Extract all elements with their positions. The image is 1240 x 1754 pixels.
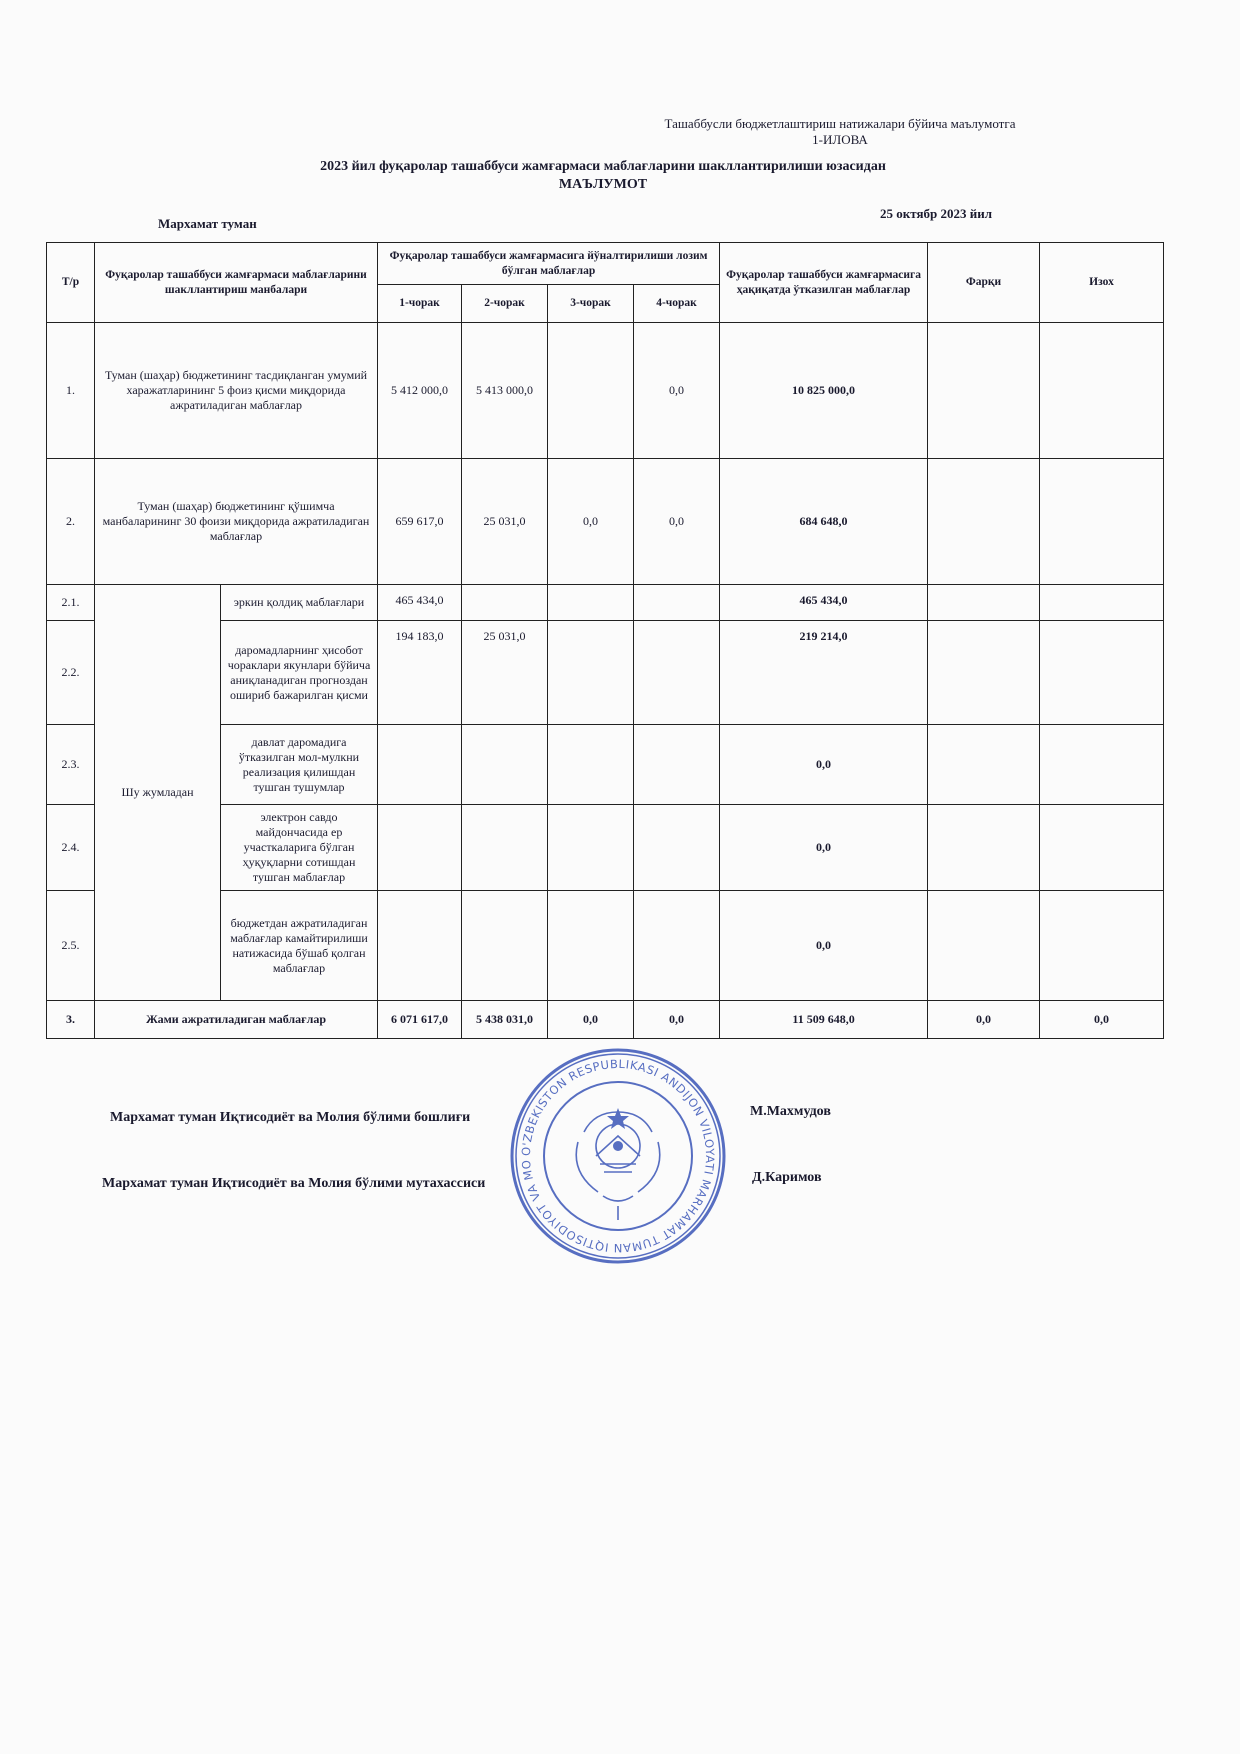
row-diff: [928, 725, 1040, 805]
row-q2: 25 031,0: [462, 621, 548, 725]
row-actual: 219 214,0: [720, 621, 928, 725]
title-line-1: 2023 йил фуқаролар ташаббуси жамғармаси маблағларини шакллантирилиши юзасидан: [320, 159, 886, 174]
document-date: 25 октябр 2023 йил: [880, 206, 992, 221]
row-q1: 194 183,0: [378, 621, 462, 725]
row-source: бюджетдан ажратиладиган маблағлар камайтирилиши натижасида бўшаб қолган маблағлар: [221, 891, 378, 1001]
row-source: давлат даромадига ўтказилган мол-мулкни реализация қилишдан тушган тушумлар: [221, 725, 378, 805]
col-header-num: Т/р: [47, 243, 95, 323]
row-q4: [634, 891, 720, 1001]
row-q3: [548, 805, 634, 891]
col-header-planned: Фуқаролар ташаббуси жамғармасига йўналтирилиши лозим бўлган маблағлар: [378, 243, 720, 285]
row-note: [1040, 459, 1164, 585]
row-actual: 10 825 000,0: [720, 323, 928, 459]
row-num: 2.4.: [47, 805, 95, 891]
appendix-reference: Ташаббусли бюджетлаштириш натижалари бўйича маълумотга: [664, 116, 1016, 131]
row-actual: 0,0: [720, 725, 928, 805]
row-source: Туман (шаҳар) бюджетининг тасдиқланган умумий харажатларининг 5 фоиз қисми миқдорида ажратиладиган маблағлар: [95, 323, 378, 459]
table-row: [47, 585, 1164, 621]
row-actual: 684 648,0: [720, 459, 928, 585]
row-q3: [548, 585, 634, 621]
row-q2: 25 031,0: [462, 459, 548, 585]
row-note: [1040, 805, 1164, 891]
row-q2: 5 413 000,0: [462, 323, 548, 459]
row-q4: [634, 621, 720, 725]
signatory-2-name: Д.Каримов: [752, 1170, 822, 1185]
stamp-text: O'ZBEKISTON RESPUBLIKASI ANDIJON VILOYATI MARHAMAT TUMAN IQTISODIYOT VA MO: [518, 1056, 718, 1256]
funds-table: [46, 242, 1164, 1039]
total-diff: 0,0: [928, 1001, 1040, 1039]
district-name: Мархамат туман: [158, 216, 257, 231]
row-q2: [462, 805, 548, 891]
row-q4: 0,0: [634, 323, 720, 459]
row-num: 2.5.: [47, 891, 95, 1001]
row-num: 2.3.: [47, 725, 95, 805]
row-q1: [378, 725, 462, 805]
row-q1: [378, 891, 462, 1001]
row-q3: [548, 725, 634, 805]
official-stamp: [508, 1046, 728, 1266]
row-actual: 0,0: [720, 805, 928, 891]
row-num: 1.: [47, 323, 95, 459]
row-diff: [928, 805, 1040, 891]
appendix-number: 1-ИЛОВА: [812, 132, 868, 147]
row-q1: 465 434,0: [378, 585, 462, 621]
row-q3: [548, 323, 634, 459]
row-q4: [634, 725, 720, 805]
row-num: 2.: [47, 459, 95, 585]
row-q4: [634, 585, 720, 621]
col-header-note: Изох: [1040, 243, 1164, 323]
col-header-diff: Фарқи: [928, 243, 1040, 323]
total-row: [47, 1001, 1164, 1039]
row-note: [1040, 725, 1164, 805]
col-header-actual: Фуқаролар ташаббуси жамғармасига ҳақиқатда ўтказилган маблағлар: [720, 243, 928, 323]
group-label: Шу жумладан: [95, 585, 221, 1001]
row-q3: [548, 891, 634, 1001]
table-row: [47, 323, 1164, 459]
total-q2: 5 438 031,0: [462, 1001, 548, 1039]
svg-text:O'ZBEKISTON RESPUBLIKASI ANDIJ: [508, 1046, 717, 1255]
row-note: [1040, 585, 1164, 621]
row-actual: 0,0: [720, 891, 928, 1001]
total-q4: 0,0: [634, 1001, 720, 1039]
row-q1: [378, 805, 462, 891]
row-note: [1040, 621, 1164, 725]
row-q1: 5 412 000,0: [378, 323, 462, 459]
signatory-2-position: Мархамат туман Иқтисодиёт ва Молия бўлими мутахассиси: [102, 1176, 486, 1191]
col-header-source: Фуқаролар ташаббуси жамғармаси маблағларини шакллантириш манбалари: [95, 243, 378, 323]
row-note: [1040, 323, 1164, 459]
row-num: 2.1.: [47, 585, 95, 621]
table-row: [47, 459, 1164, 585]
col-header-q3: 3-чорак: [548, 285, 634, 323]
row-source: эркин қолдиқ маблағлари: [221, 585, 378, 621]
total-actual: 11 509 648,0: [720, 1001, 928, 1039]
row-diff: [928, 459, 1040, 585]
total-source: Жами ажратиладиган маблағлар: [95, 1001, 378, 1039]
row-note: [1040, 891, 1164, 1001]
title-line-2: МАЪЛУМОТ: [558, 177, 648, 192]
row-diff: [928, 891, 1040, 1001]
total-q1: 6 071 617,0: [378, 1001, 462, 1039]
row-diff: [928, 585, 1040, 621]
signatory-1-name: М.Махмудов: [750, 1104, 831, 1119]
row-source: Туман (шаҳар) бюджетининг қўшимча манбаларининг 30 фоизи миқдорида ажратиладиган маблағлар: [95, 459, 378, 585]
row-q1: 659 617,0: [378, 459, 462, 585]
row-q3: 0,0: [548, 459, 634, 585]
col-header-q2: 2-чорак: [462, 285, 548, 323]
total-note: 0,0: [1040, 1001, 1164, 1039]
row-diff: [928, 323, 1040, 459]
row-q3: [548, 621, 634, 725]
row-q2: [462, 891, 548, 1001]
row-q4: [634, 805, 720, 891]
total-q3: 0,0: [548, 1001, 634, 1039]
col-header-q4: 4-чорак: [634, 285, 720, 323]
stamp-seal-icon: [508, 1046, 728, 1266]
row-q2: [462, 585, 548, 621]
total-num: 3.: [47, 1001, 95, 1039]
document-title: [0, 158, 1206, 194]
row-q2: [462, 725, 548, 805]
appendix-header: [640, 116, 1040, 148]
signatory-1-position: Мархамат туман Иқтисодиёт ва Молия бўлими бошлиғи: [110, 1110, 471, 1125]
row-q4: 0,0: [634, 459, 720, 585]
row-source: электрон савдо майдончасида ер участкаларига бўлган ҳуқуқларни сотишдан тушган маблағлар: [221, 805, 378, 891]
row-actual: 465 434,0: [720, 585, 928, 621]
row-num: 2.2.: [47, 621, 95, 725]
row-diff: [928, 621, 1040, 725]
col-header-q1: 1-чорак: [378, 285, 462, 323]
row-source: даромадларнинг ҳисобот чораклари якунлари бўйича аниқланадиган прогноздан ошириб бажарилган қисми: [221, 621, 378, 725]
